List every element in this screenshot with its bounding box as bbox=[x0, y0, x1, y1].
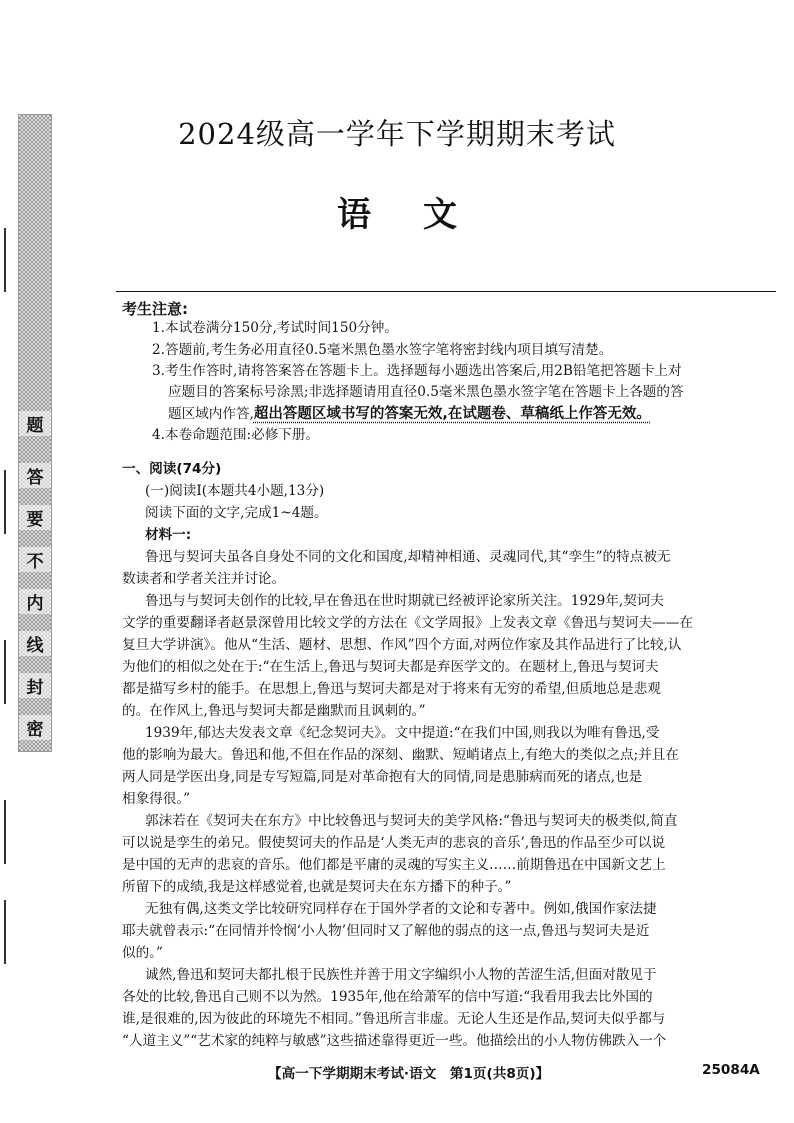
body-line: 所留下的成绩,我是这样感觉着,也就是契诃夫在东方播下的种子。” bbox=[122, 879, 512, 895]
subsection-heading: (一)阅读Ⅰ(本题共4小题,13分) bbox=[145, 483, 325, 499]
body-line: “人道主义”“艺术家的纯粹与敏感”这些描述靠得更近一些。他描绘出的小人物仿佛跌入一个 bbox=[122, 1033, 667, 1049]
binding-line bbox=[4, 640, 6, 704]
body-line: 鲁迅与与契诃夫创作的比较,早在鲁迅在世时期就已经被评论家所关注。1929年,契诃夫 bbox=[145, 593, 665, 609]
body-line: 耶夫就曾表示:“在同情并怜悯‘小人物’但同时又了解他的弱点的这一点,鲁迅与契诃夫是近 bbox=[122, 923, 650, 939]
page-footer: 【高一下学期期末考试·语文 第1页(共8页)】 bbox=[268, 1066, 550, 1082]
body-line: 鲁迅与契诃夫虽各自身处不同的文化和国度,却精神相通、灵魂同代,其“孪生”的特点被无 bbox=[145, 549, 671, 565]
body-line: 诚然,鲁迅和契诃夫都扎根于民族性并善于用文字编织小人物的苦涩生活,但面对散见于 bbox=[145, 967, 657, 983]
seal-char: 不 bbox=[19, 547, 51, 572]
body-line: 的。在作风上,鲁迅与契诃夫都是幽默而且讽刺的。” bbox=[122, 703, 426, 719]
material-label: 材料一: bbox=[145, 527, 192, 543]
seal-char: 封 bbox=[19, 673, 51, 698]
seal-char: 内 bbox=[19, 589, 51, 614]
body-line: 为他们的相似之处在于:“在生活上,鲁迅与契诃夫都是弃医学文的。在题材上,鲁迅与契诃夫 bbox=[122, 659, 659, 675]
body-line: 是中国的无声的悲哀的音乐。他们都是平庸的灵魂的写实主义……前期鲁迅在中国新文艺上 bbox=[122, 857, 666, 873]
body-line: 1939年,郁达夫发表文章《纪念契诃夫》。文中提道:“在我们中国,则我以为唯有鲁迅,受 bbox=[145, 725, 660, 741]
exam-code: 25084A bbox=[702, 1062, 760, 1078]
binding-line bbox=[4, 228, 6, 292]
body-line: 文学的重要翻译者赵景深曾用比较文学的方法在《文学周报》上发表文章《鲁迅与契诃夫——在 bbox=[122, 615, 693, 631]
seal-char: 答 bbox=[19, 463, 51, 488]
notice-line: 4.本卷命题范围:必修下册。 bbox=[152, 427, 320, 443]
seal-char: 要 bbox=[19, 505, 51, 530]
body-line: 数读者和学者关注并讨论。 bbox=[122, 571, 286, 587]
notice-title: 考生注意: bbox=[122, 300, 188, 318]
body-line: 可以说是孪生的弟兄。假使契诃夫的作品是‘人类无声的悲哀的音乐’,鲁迅的作品至少可以说 bbox=[122, 835, 666, 851]
binding-line bbox=[4, 470, 6, 534]
notice-line: 3.考生作答时,请将答案答在答题卡上。选择题每小题选出答案后,用2B铅笔把答题卡上对 bbox=[152, 363, 682, 379]
body-line: 相象得很。” bbox=[122, 791, 191, 807]
body-line: 谁,是很难的,因为彼此的环境先不相同。”鲁迅所言非虚。无论人生还是作品,契诃夫似乎都与 bbox=[122, 1011, 666, 1027]
notice-emphasis: 超出答题区域书写的答案无效,在试题卷、草稿纸上作答无效。 bbox=[253, 406, 651, 422]
seal-char: 线 bbox=[19, 631, 51, 656]
notice-line: 1.本试卷满分150分,考试时间150分钟。 bbox=[152, 320, 398, 336]
subject-title: 语文 bbox=[337, 195, 509, 235]
notice-line: 应题目的答案标号涂黑;非选择题请用直径0.5毫米黑色墨水签字笔在答题卡上各题的答 bbox=[168, 384, 684, 400]
body-line: 各处的比较,鲁迅自己则不以为然。1935年,他在给萧军的信中写道:“我看用我去比外国的 bbox=[122, 989, 653, 1005]
seal-char: 密 bbox=[19, 715, 51, 740]
body-line: 似的。” bbox=[122, 945, 163, 961]
notice-line bbox=[168, 407, 651, 422]
body-line: 复旦大学讲演》。他从“生活、题材、思想、作风”四个方面,对两位作家及其作品进行了比较,认 bbox=[122, 637, 682, 653]
body-line: 两人同是学医出身,同是专写短篇,同是对革命抱有大的同情,同是患肺病而死的诸点,也是 bbox=[122, 769, 643, 785]
instruction: 阅读下面的文字,完成1~4题。 bbox=[145, 505, 328, 521]
notice-divider bbox=[116, 291, 776, 292]
body-line: 他的影响为最大。鲁迅和他,不但在作品的深刻、幽默、短峭诸点上,有绝大的类似之点;并且在 bbox=[122, 747, 679, 763]
body-line: 郭沫若在《契诃夫在东方》中比较鲁迅与契诃夫的美学风格:“鲁迅与契诃夫的极类似,简直 bbox=[145, 813, 678, 829]
body-line: 无独有偶,这类文学比较研究同样存在于国外学者的文论和专著中。例如,俄国作家法捷 bbox=[145, 901, 657, 917]
exam-title: 2024级高一学年下学期期末考试 bbox=[178, 117, 616, 151]
binding-line bbox=[4, 800, 6, 864]
seal-char: 题 bbox=[19, 411, 51, 436]
body-line: 都是描写乡村的能手。在思想上,鲁迅与契诃夫都是对于将来有无穷的希望,但质地总是悲观 bbox=[122, 681, 661, 697]
notice-line: 2.答题前,考生务必用直径0.5毫米黑色墨水签字笔将密封线内项目填写清楚。 bbox=[152, 342, 613, 358]
section-heading: 一、阅读(74分) bbox=[122, 461, 222, 477]
notice-line-text: 题区域内作答, bbox=[168, 406, 254, 422]
binding-line bbox=[4, 900, 6, 964]
